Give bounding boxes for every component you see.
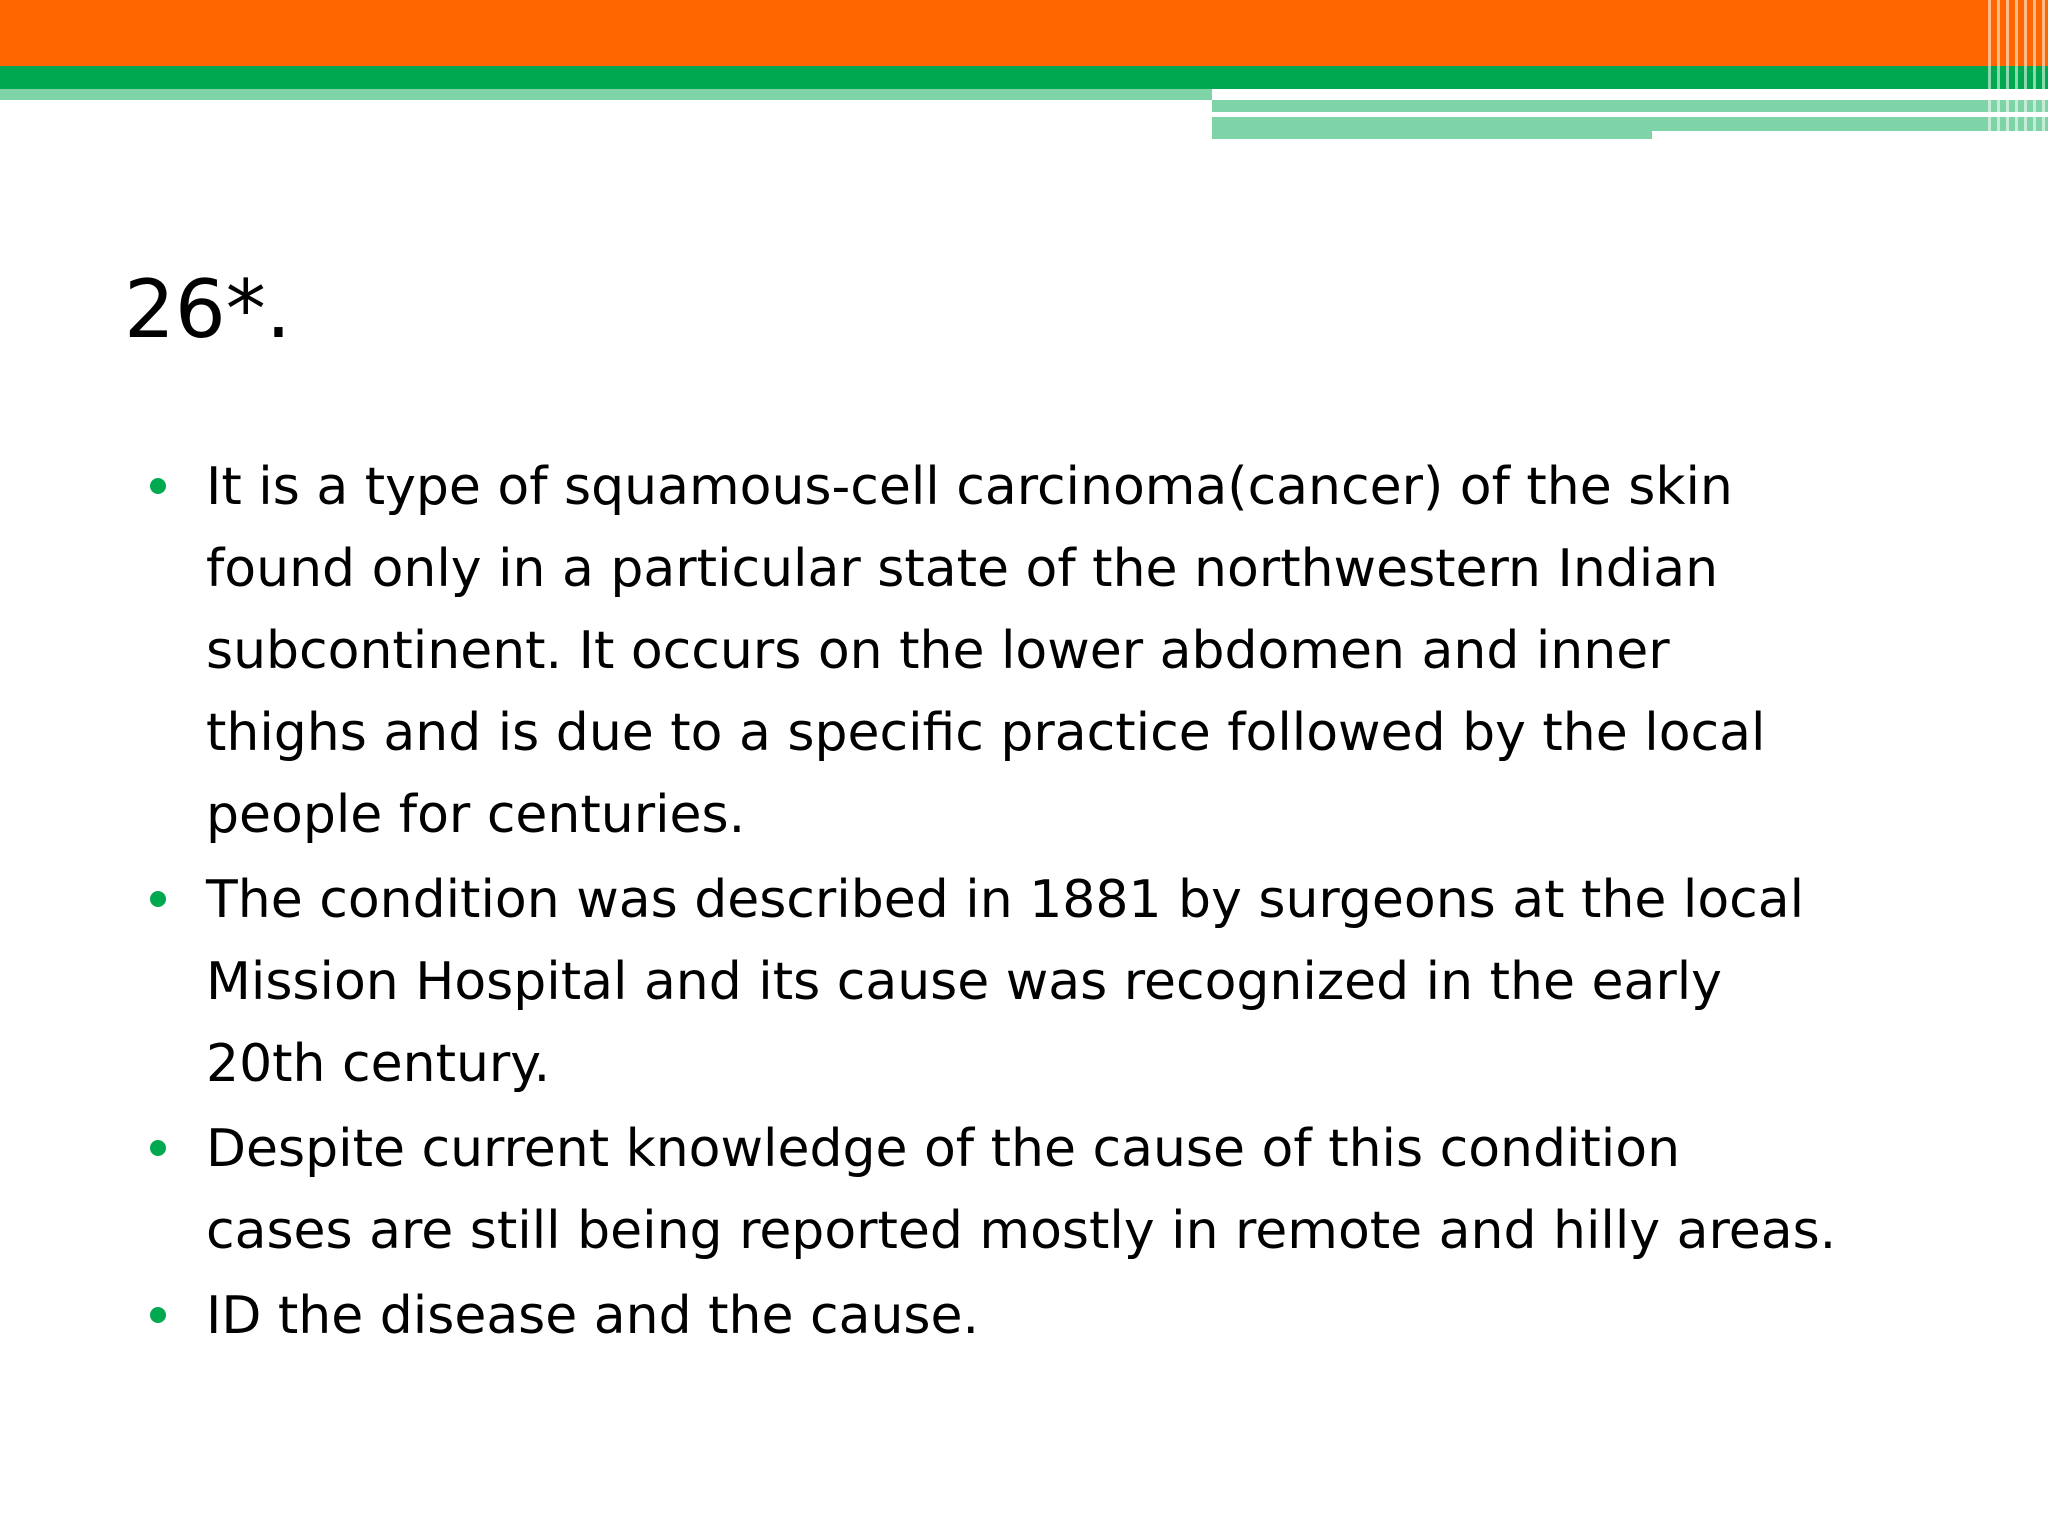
bullet-dot-icon bbox=[150, 891, 166, 907]
header-light-green-band-right bbox=[1212, 100, 2048, 112]
bullet-line: thighs and is due to a specific practice followed by the local bbox=[206, 703, 1766, 763]
bullet-line: Mission Hospital and its cause was recognized in the early bbox=[206, 952, 1722, 1012]
header-orange-band bbox=[0, 0, 2048, 66]
bullet-line: The condition was described in 1881 by surgeons at the local bbox=[206, 870, 1805, 930]
slide-title: 26*. bbox=[124, 263, 292, 356]
header-light-green-band-short bbox=[1212, 131, 1652, 139]
header-green-band bbox=[0, 66, 2048, 89]
bullet-line: Despite current knowledge of the cause of this condition bbox=[206, 1119, 1681, 1179]
bullet-dot-icon bbox=[150, 478, 166, 494]
bullet-line: found only in a particular state of the northwestern Indian bbox=[206, 539, 1719, 599]
bullet-item bbox=[150, 446, 2010, 856]
bullet-dot-icon bbox=[150, 1140, 166, 1156]
bullet-line: ID the disease and the cause. bbox=[206, 1286, 980, 1346]
header-light-green-band-left bbox=[0, 89, 1212, 100]
bullet-line: subcontinent. It occurs on the lower abdomen and inner bbox=[206, 621, 1670, 681]
bullet-list bbox=[150, 446, 2010, 1360]
bullet-line: 20th century. bbox=[206, 1034, 551, 1094]
bullet-item bbox=[150, 1108, 2010, 1272]
bullet-dot-icon bbox=[150, 1307, 166, 1323]
bullet-line: people for centuries. bbox=[206, 785, 746, 845]
bullet-line: It is a type of squamous-cell carcinoma(cancer) of the skin bbox=[206, 457, 1733, 517]
bullet-line: cases are still being reported mostly in remote and hilly areas. bbox=[206, 1201, 1837, 1261]
header-light-green-band-lower bbox=[1212, 117, 2048, 131]
header-edge-stripes bbox=[1988, 0, 2048, 138]
bullet-item bbox=[150, 859, 2010, 1105]
bullet-item bbox=[150, 1275, 2010, 1357]
